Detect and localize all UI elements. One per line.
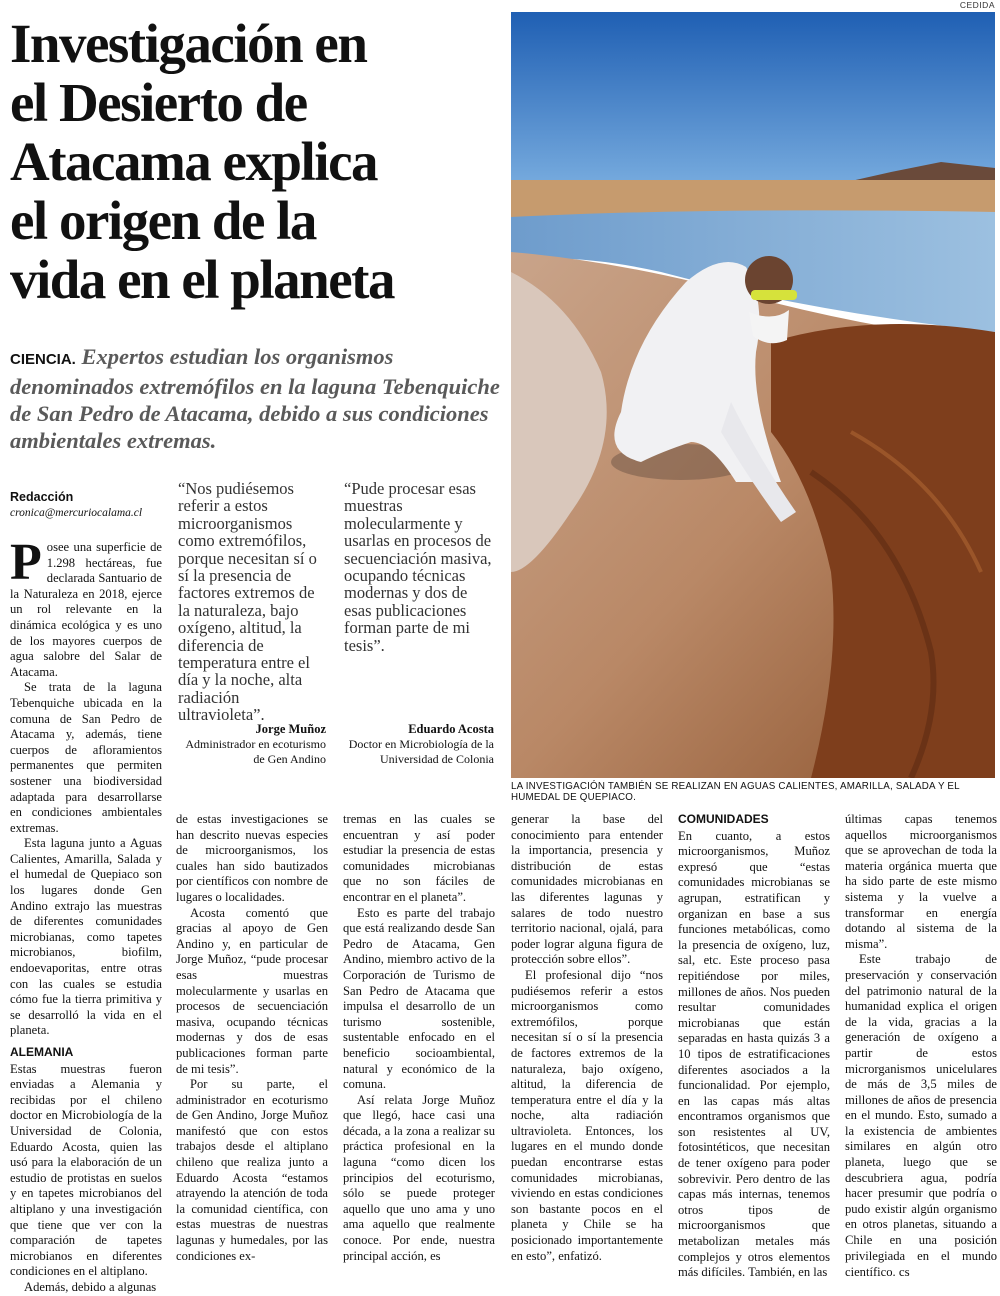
body-paragraph xyxy=(845,952,997,1280)
headline-line: Investigación en xyxy=(10,13,367,74)
quote-author: Jorge Muñoz xyxy=(255,722,326,736)
body-column-4 xyxy=(511,812,663,1264)
deck-kicker: CIENCIA. xyxy=(10,351,76,368)
body-paragraph: En cuanto, a estos microorganismos, Muñoz expresó que “estas comunidades microbianas se agrupan, estratifican y organizan en base a sus funciones metabólicas, como la presencia de oxígeno, luz, sal, etc. Este proceso pasa repitiéndose por miles, millones de años. Nos pueden resultar comunidades microbianas que están separadas en hasta quizás 3 a 10 tipos de estratificaciones diferentes asociados a la funcionalidad. Por ejemplo, en las capas más altas encontramos organismos que son resistentes al UV, fotosintéticos, que necesitan de tener oxígeno para poder sobrevivir. Pero dentro de las capas más internas, tenemos otros tipos de microorganismos que metabolizan metales más complejos y otros elementos más difíciles. También, en las xyxy=(678,828,830,1280)
pull-quote-acosta: “Pude procesar esas muestras molecularmente y usarlas en procesos de secuenciación masiva, ocupando técnicas modernas y dos de esas publicaciones forman parte de mi tesis”. xyxy=(344,479,492,655)
body-paragraph xyxy=(10,534,162,680)
headline-line: el origen de la xyxy=(10,190,316,251)
body-paragraph: Por su parte, el administrador en ecoturismo de Gen Andino, Jorge Muñoz manifestó que con estos trabajos desde el altiplano chileno que realiza junto a Eduardo Acosta “estamos atrayendo la atención de toda la comunidad científica, con estas muestras de nuestras lagunas y humedales, por las condiciones ex- xyxy=(176,1077,328,1263)
body-column-6 xyxy=(845,812,997,1281)
body-column-2 xyxy=(176,812,328,1264)
body-paragraph: últimas capas tenemos aquellos microorganismos que se aprovechan de toda la materia orgánica muerta que ha sido parte de este mismo sistema y la vuelve a transformar en energía dotando al sistema de la misma”. xyxy=(845,812,997,951)
drop-cap: P xyxy=(10,534,42,591)
deck xyxy=(10,343,500,454)
body-paragraph: Estas muestras fueron enviadas a Alemania y recibidas por el chileno doctor en Microbiología de la Universidad de Colonia, Eduardo Acosta, quien las usó para la elaboración de un estudio de protistas en suelos y en tapetes microbianos del altiplano y una investigación que tiene que ver con la comparación de tapetes microbianos en diferentes condiciones en el altiplano. xyxy=(10,1061,162,1279)
pull-quote-munoz: “Nos pudiésemos referir a estos microorganismos como extremófilos, porque necesitan sí o sí la presencia de factores extremos de la naturaleza, bajo oxígeno, altitud, la diferencia de temperatura entre el día y la noche, alta radiación ultravioleta”. xyxy=(178,479,317,725)
quote-author: Eduardo Acosta xyxy=(408,722,494,736)
quote-attribution-acosta xyxy=(344,722,494,767)
body-paragraph: Acosta comentó que gracias al apoyo de Gen Andino y, en particular de Jorge Muñoz, “pude procesar esas muestras molecularmente y usarlas en procesos de secuenciación masiva, ocupando técnicas modernas y dos de esas publicaciones forman parte de mi tesis”. xyxy=(176,905,328,1076)
photo-caption: LA INVESTIGACIÓN TAMBIÉN SE REALIZAN EN AGUAS CALIENTES, AMARILLA, SALADA Y EL HUMEDAL DE QUEPIACO. xyxy=(511,781,960,803)
section-heading: ALEMANIA xyxy=(10,1045,74,1059)
headline-line: el Desierto de xyxy=(10,72,307,133)
headline xyxy=(10,14,490,309)
deck-text: Expertos estudian los organismos denominados extremófilos en la laguna Tebenquiche de San Pedro de Atacama, debido a sus condiciones ambientales extremas. xyxy=(10,344,500,453)
headline-line: vida en el planeta xyxy=(10,249,394,310)
quote-author-role: Administrador en ecoturismo de Gen Andino xyxy=(185,737,326,766)
body-paragraph: generar la base del conocimiento para entender la importancia, presencia y distribución de estas comunidades microbianas en las diferentes lagunas y salares de todo nuestro territorio nacional, ojalá, para poder lograr alguna figura de protección sobre ellos”. xyxy=(511,812,663,967)
byline xyxy=(10,490,170,519)
body-paragraph: de estas investigaciones se han descrito nuevas especies de microorganismos, los cuales han sido bautizados por científicos con nombre de lugares o localidades. xyxy=(176,812,328,904)
body-paragraph: Esta laguna junto a Aguas Calientes, Amarilla, Salada y el humedal de Quepiaco son los lugares donde Gen Andino extrajo las muestras de diferentes comunidades microbianas, como tapetes microbianos, biofilm, endoevaporitas, entre otras con las cuales se estudia cómo fue la tierra primitiva y se desarrolló la vida en el planeta. xyxy=(10,836,162,1038)
quote-author-role: Doctor en Microbiología de la Universidad de Colonia xyxy=(348,737,494,766)
body-paragraph: Así relata Jorge Muñoz que llegó, hace casi una década, a la zona a realizar su práctica profesional en la laguna “como dicen los principios del ecoturismo, sólo se puede proteger aquello que uno ama y uno ama aquello que realmente conoce. Por ende, nuestra principal acción, es xyxy=(343,1092,495,1263)
body-paragraph: El profesional dijo “nos pudiésemos referir a estos microorganismos como extremófilos, porque necesitan sí o sí la presencia de factores extremos de la naturaleza, bajo oxígeno, altitud, la diferencia de temperatura entre el día y la noche, alta radiación ultravioleta. Entonces, los lugares en el mundo donde puedan encontrarse estas comunidades microbianas, viviendo en estas condiciones son bastante pocos en el planeta y Chile se ha posicionado importantemente en esto”, enfatizó. xyxy=(511,967,663,1263)
section-heading: COMUNIDADES xyxy=(678,812,769,826)
body-column-3 xyxy=(343,812,495,1264)
quote-attribution-munoz xyxy=(178,722,326,767)
body-paragraph: Además, debido a algunas xyxy=(24,1279,157,1294)
lagoon-photo xyxy=(511,12,995,778)
photo-credit: CEDIDA xyxy=(959,0,995,10)
body-text: osee una superficie de 1.298 hectáreas, fue declarada Santuario de la Naturaleza en 2018, ejerce un rol relevante en la dinámica ecológica y es uno de los mayores cuerpos de agua salobre del Salar de Atacama. xyxy=(10,540,162,679)
body-paragraph: Se trata de la laguna Tebenquiche ubicada en la comuna de San Pedro de Atacama y, además, tiene cuerpos de afloramientos permanentes que permiten sostener una biodiversidad adaptada para desarrollarse en condiciones ambientales extremas. xyxy=(10,680,162,835)
byline-author: Redacción xyxy=(10,490,74,504)
byline-email[interactable]: cronica@mercuriocalama.cl xyxy=(10,507,143,519)
body-text: Este trabajo de preservación y conservación del patrimonio natural de la humanidad explica el origen de la vida, gracias a la generación de oxígeno a partir de estos microrganismos unicelulares de más de 3,5 miles de millones de años de presencia en el mundo. Esto, sumado a la existencia de ambientes similares en algún otro planeta, luego que se descubriera agua, podría hacer presumir que podría o pudo existir algún organismo en otros planetas, situando a Chile en una posición privilegiada en el mundo científico. xyxy=(845,952,997,1280)
end-mark: cs xyxy=(898,1264,910,1280)
body-paragraph: Esto es parte del trabajo que está realizando desde San Pedro de Atacama, Gen Andino, miembro activo de la Corporación de Turismo de San Pedro de Atacama que impulsa el desarrollo de un turismo sostenible, sustentable enfocado en el beneficio socioambiental, natural y económico de la comuna. xyxy=(343,905,495,1092)
headline-line: Atacama explica xyxy=(10,131,377,192)
body-column-1 xyxy=(10,534,162,1296)
body-paragraph: tremas en las cuales se encuentran y así poder estudiar la presencia de estas comunidades microbianas que no son fáciles de encontrar en el planeta”. xyxy=(343,812,495,904)
body-column-5 xyxy=(678,812,830,1281)
